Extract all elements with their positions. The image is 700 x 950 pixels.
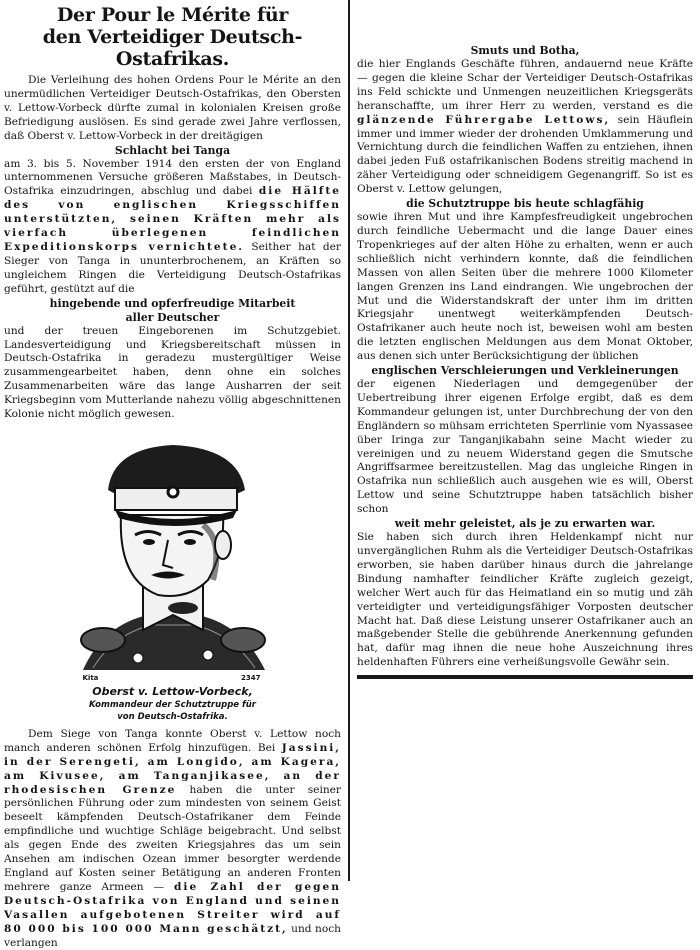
paragraph-heldenkampf: Sie haben sich durch ihren Heldenkampf nicht nur unvergänglichen Ruhm als die Verteidiger Deutsch-Ostafrikas erworben, sie haben darüber hinaus durch die jahrelange Bindung namhafter feindlicher Kräfte zugleich gezeigt, welcher Wert auch für das Heimatland ein so mutig und zäh verteidigter und verteidigungsfähiger Vorposten deutscher Macht hat. Daß diese Leistung unserer Ostafrikaner auch an maßgebender Stelle die gebührende Anerkennung gefunden hat, dafür mag ihnen die neue hohe Auszeichnung ihres heldenhaften Führers eine verheißungsvolle Gewähr sein. xyxy=(357,531,693,669)
subheading-schlacht-bei-tanga: Schlacht bei Tanga xyxy=(114,143,231,157)
text-run: Seither hat der Sieger von Tanga in ununterbrochenem, an Kräften so ungleichem Ringen die Verteidigung Deutsch-Ostafrikas geführt, gestützt auf die xyxy=(4,240,341,295)
paragraph-niederlagen: der eigenen Niederlagen und demgegenüber der Uebertreibung ihrer eigenen Erfolge ergibt, daß es dem Kommandeur gelungen ist, unter Durchbrechung der von den Engländern so mühsam errichteten Sperrlinie vom Nyassasee über Iringa zur Tanganjikabahn seine Macht wieder zu vereinigen und zu neuem Widerstand gegen die Smutsche Angriffsarmee bereitzustellen. Mag das ungleiche Ringen in Ostafrika nun schließlich auch ausgehen wie es will, Oberst Lettow und seine Schutztruppe haben tatsächlich bisher schon xyxy=(357,378,693,516)
text-run: haben die unter seiner persönlichen Führung oder zum mindesten von seinem Geist beseelt kämpfenden Deutsch-Ostafrikaner dem Feinde empfindliche und wuchtige Schläge beigebracht. Und selbst als gegen Ende des zweiten Kriegsjahres das um sein Ansehen am indischen Ozean immer besorgter werdende England auf Kosten seiner Betätigung an anderen Fronten mehrere ganze Armeen — xyxy=(4,783,341,893)
paragraph-smuts xyxy=(357,58,693,197)
text-run: Dem Siege von Tanga konnte Oberst v. Lettow noch manch anderen schönen Erfolg hinzufügen. Bei xyxy=(4,727,341,754)
portrait-caption-title: Kommandeur der Schutztruppe für xyxy=(89,699,256,710)
subheading-aller-deutscher: aller Deutscher xyxy=(125,310,220,324)
end-rule xyxy=(357,675,693,679)
right-column xyxy=(357,44,693,679)
text-run: die hier Englands Geschäfte führen, andauernd neue Kräfte — gegen die kleine Schar der Verteidiger Deutsch-Ostafrikas ins Feld schickte und Unmengen neuzeitlichen Kriegsgeräts heranschaffte, um ihrer Herr zu werden, verstand es die xyxy=(357,58,693,112)
headline-line-2: den Verteidiger Deutsch-Ostafrikas. xyxy=(42,26,303,70)
emphasis-run: die Zahl der gegen Deutsch-Ostafrika von England und seinen Vasallen aufgebotenen Streiter wird auf 80 000 bis 100 000 Mann geschätzt, xyxy=(4,880,341,935)
officer-portrait-image xyxy=(73,430,273,680)
plate-number: 2347 xyxy=(241,673,261,682)
text-run: sein Häuflein immer und immer wieder der drohenden Umklammerung und Vernichtung durch die feindlichen Waffen zu entziehen, ihnen dabei jeden Fuß ostafrikanischen Bodens streitig machend in zäher Verteidigung oder schneidigem Gegenangriff. So ist es Oberst v. Lettow gelungen, xyxy=(357,113,693,196)
column-divider xyxy=(348,0,350,881)
paragraph-tanga xyxy=(4,158,341,297)
subheading-schutztruppe: die Schutztruppe bis heute schlagfähig xyxy=(406,197,644,211)
portrait-illustration xyxy=(73,430,273,724)
text-run: am 3. bis 5. November 1914 den ersten der von England unternommenen Versuche größeren Maßstabes, in Deutsch-Ostafrika einzudringen, abschlug und dabei xyxy=(4,157,341,198)
subheading-weit-mehr: weit mehr geleistet, als je zu erwarten war. xyxy=(394,517,656,531)
paragraph-intro: Die Verleihung des hohen Ordens Pour le Mérite an den unermüdlichen Verteidiger Deutsch-Ostafrikas, den Obersten v. Lettow-Vorbeck dürfte zumal in kolonialen Kreisen große Befriedigung auslösen. Es sind gerade zwei Jahre verflossen, daß Oberst v. Lettow-Vorbeck in der dreitägigen xyxy=(4,74,341,142)
emphasis-run: Jassini, in der Serengeti, am Longido, am Kagera, am Kivusee, am Tanganjikasee, an der rhodesischen Grenze xyxy=(4,741,341,796)
subheading-verschleierungen: englischen Verschleierungen und Verkleinerungen xyxy=(371,364,679,378)
headline-line-1: Der Pour le Mérite für xyxy=(56,4,289,26)
left-column xyxy=(4,0,341,950)
paragraph-siege xyxy=(4,728,341,950)
headline xyxy=(4,4,341,70)
portrait-caption-name: Oberst v. Lettow-Vorbeck, xyxy=(92,684,253,698)
emphasis-run: glänzende Führergabe Lettows, xyxy=(357,113,611,126)
text-run: und noch verlangen xyxy=(4,922,341,949)
artist-signature: Kita xyxy=(82,673,99,682)
paragraph-landesverteidigung: und der treuen Eingeborenen im Schutzgebiet. Landesverteidigung und Kriegsbereitschaft müssen in Deutsch-Ostafrika in geradezu mustergültiger Weise zusammengearbeitet haben, denn ohne ein solches Zusammenarbeiten wäre das lange Ausharren der seit Kriegsbeginn vom Mutterlande nahezu völlig abgeschnittenen Kolonie nicht möglich gewesen. xyxy=(4,324,341,421)
portrait-caption-region: von Deutsch-Ostafrika. xyxy=(117,711,228,722)
emphasis-run: die Hälfte des von englischen Kriegsschiffen unterstützten, seinen Kräften mehr als vierfach überlegenen feindlichen Expeditionskorps vernichtete. xyxy=(4,185,342,253)
paragraph-mut: sowie ihren Mut und ihre Kampfesfreudigkeit ungebrochen durch feindliche Uebermacht und die lange Dauer eines Tropenkrieges auf der alten Höhe zu erhalten, wenn er auch schließlich nicht verhindern konnte, daß die feindlichen Massen von allen Seiten über die mehrere 1000 Kilometer langen Grenzen ins Land eindrangen. Wie ungebrochen der Mut und die Widerstandskraft der unter ihm im dritten Kriegsjahr unentwegt weiterkämpfenden Deutsch-Ostafrikaner auch heute noch ist, beweisen wohl am besten die letzten englischen Meldungen aus dem Monat Oktober, aus denen sich unter Berücksichtigung der üblichen xyxy=(357,211,693,363)
subheading-smuts-und-botha: Smuts und Botha, xyxy=(470,44,580,57)
subheading-mitarbeit: hingebende und opferfreudige Mitarbeit xyxy=(49,296,296,310)
